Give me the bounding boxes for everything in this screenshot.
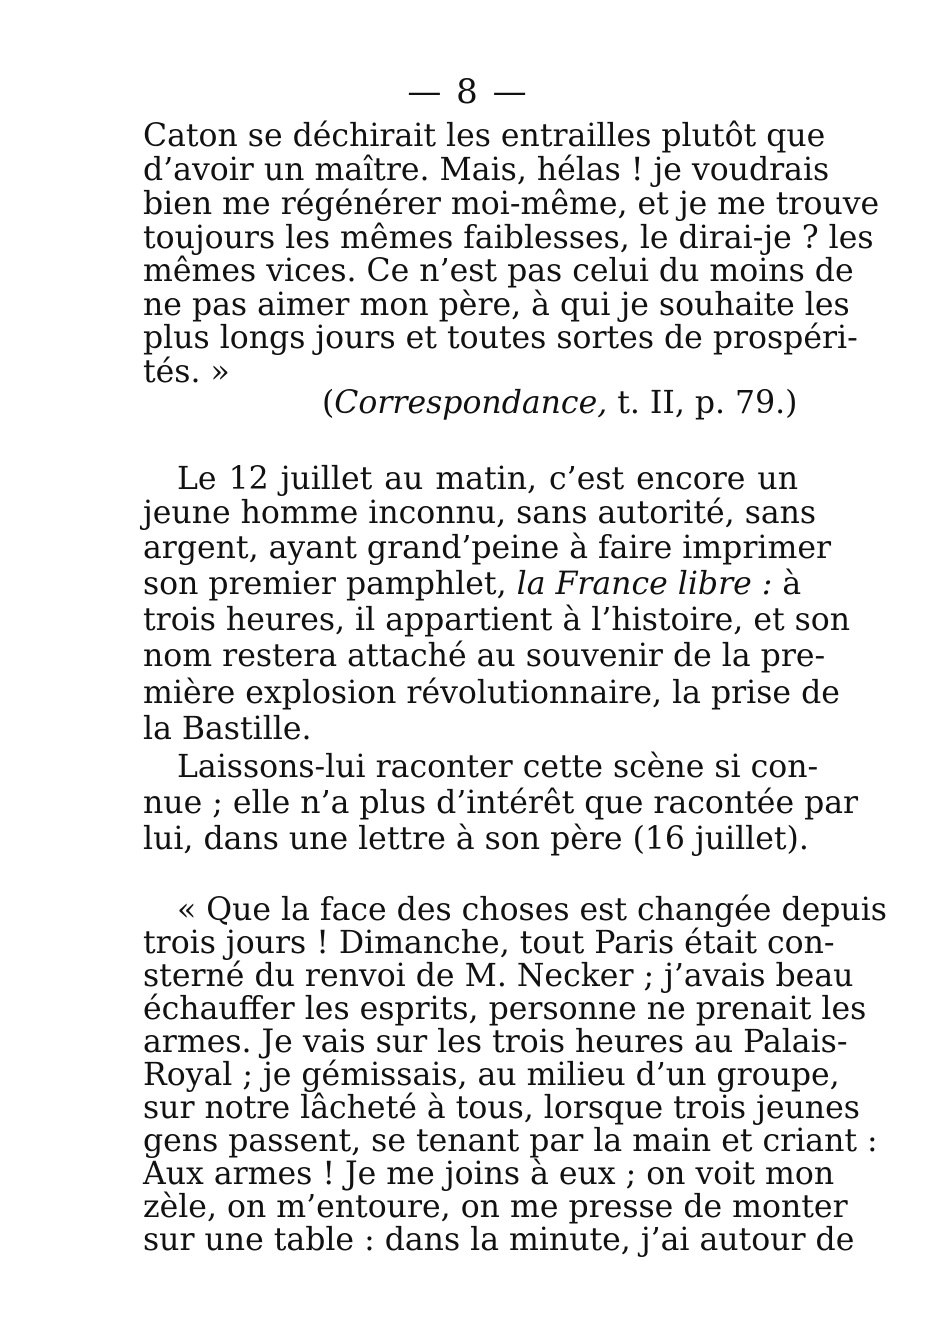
text-line: zèle, on m’entoure, on me presse de monter [143, 1189, 848, 1225]
text-line: Le 12 juillet au matin, c’est encore un [177, 461, 798, 497]
text-line: trois heures, il appartient à l’histoire, et son [143, 602, 851, 638]
text-line: sur notre lâcheté à tous, lorsque trois jeunes [143, 1090, 860, 1126]
citation [322, 385, 798, 421]
text-line: la Bastille. [143, 711, 312, 747]
text-line: d’avoir un maître. Mais, hélas ! je voudrais [143, 152, 830, 188]
text-line: jeune homme inconnu, sans autorité, sans [143, 495, 817, 531]
citation-ref: t. II, p. 79.) [607, 385, 798, 421]
text-line: mière explosion révolutionnaire, la prise de [143, 675, 840, 711]
text-line: échauffer les esprits, personne ne prenait les [143, 991, 867, 1027]
text-line: sterné du renvoi de M. Necker ; j’avais beau [143, 958, 854, 994]
text-line: bien me régénérer moi-même, et je me trouve [143, 186, 880, 222]
page-number: — 8 — [407, 72, 529, 112]
text-line: Aux armes ! Je me joins à eux ; on voit mon [143, 1156, 835, 1192]
text-line: plus longs jours et toutes sortes de prospéri- [143, 320, 858, 356]
citation-work: Correspondance, [334, 385, 608, 421]
text-line: lui, dans une lettre à son père (16 juillet). [143, 821, 809, 857]
text-line: Laissons-lui raconter cette scène si con- [177, 749, 819, 785]
text-line: armes. Je vais sur les trois heures au Palais- [143, 1024, 848, 1060]
text-line [143, 566, 802, 602]
text-line: tés. » [143, 354, 230, 390]
text-line: ne pas aimer mon père, à qui je souhaite les [143, 287, 850, 323]
text-line: Royal ; je gémissais, au milieu d’un groupe, [143, 1057, 840, 1093]
text-line: mêmes vices. Ce n’est pas celui du moins de [143, 253, 854, 289]
pamphlet-title: la France libre : [516, 566, 773, 602]
text-line: nue ; elle n’a plus d’intérêt que racontée par [143, 785, 859, 821]
text-line: toujours les mêmes faiblesses, le dirai-je ? les [143, 220, 874, 256]
text-line: nom restera attaché au souvenir de la pre- [143, 638, 826, 674]
citation-open: ( [322, 385, 335, 421]
text-line: argent, ayant grand’peine à faire imprimer [143, 530, 832, 566]
text-line: sur une table : dans la minute, j’ai autour de [143, 1222, 855, 1258]
text-line: trois jours ! Dimanche, tout Paris était con- [143, 925, 835, 961]
text-line: gens passent, se tenant par la main et criant : [143, 1123, 878, 1159]
text-segment: à [772, 566, 802, 602]
text-line: Caton se déchirait les entrailles plutôt que [143, 118, 826, 154]
text-segment: son premier pamphlet, [143, 566, 517, 602]
text-line: « Que la face des choses est changée depuis [177, 892, 887, 928]
